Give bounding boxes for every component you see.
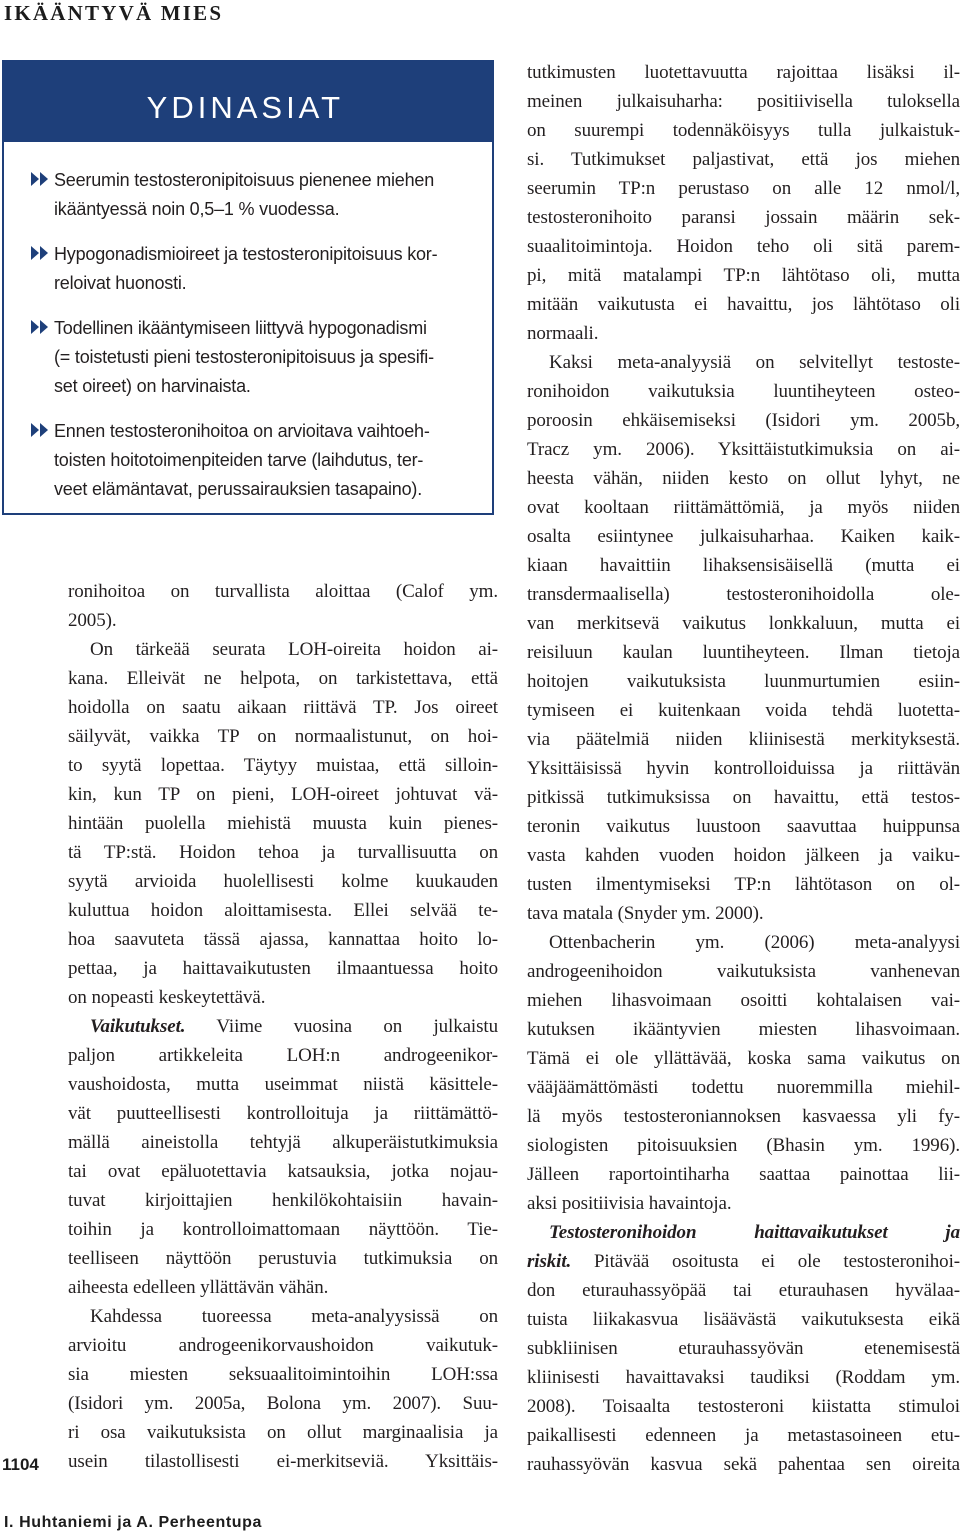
body-text-line: On tärkeää seurata LOH-oireita hoidon ai- [90,639,498,660]
body-text-line: ovat kooltaan riittämättömiä, ja myös niiden [527,497,960,518]
body-text-line: hoa saavuteta tässä ajassa, kannattaa hoito lo- [68,929,498,950]
key-point-text: veet elämäntavat, perussairauksien tasapaino). [54,479,423,499]
body-text-line: syytä arvioida huolellisesti kolme kuukauden [68,871,498,892]
body-text-line [527,1247,960,1276]
key-point-text: set oireet) on harvinaista. [54,376,251,396]
body-text-line: osalta esiintynee julkaisuharhaa. Kaiken kaik- [527,526,960,547]
key-points-box [2,60,494,515]
body-text-line: don eturauhassyöpää tai eturauhasen hyvälaa- [527,1280,960,1301]
body-text-line: subkliinisen eturauhassyövän etenemisestä [527,1338,960,1359]
body-text-line: säilyvät, vaikka TP on normaalistunut, on hoi- [68,726,498,747]
body-text-line: mitään vaikutusta ei havaittu, jos lähtötaso oli [527,294,960,315]
body-text-line: ronihoidon vaikutuksia luuntiheyteen osteo- [527,381,960,402]
key-points-title: YDINASIAT [146,90,344,125]
double-chevron-right-icon [30,170,50,188]
body-text-line: on nopeasti keskeytettävä. [68,987,266,1008]
body-text-line: pitkissä tutkimuksissa on havaittu, että testos- [527,787,960,808]
body-text-line: pettaa, ja haittavaikutusten ilmaantuessa hoito [68,958,498,979]
body-text-line: kutuksen ikääntyvien miesten lihasvoimaan. [527,1019,960,1040]
key-point-text: ikääntyessä noin 0,5–1 % vuodessa. [54,199,340,219]
key-point-item [30,314,480,401]
right-column [527,58,960,1479]
body-text-line: tuista liikakasvua lisäävästä vaikutuksesta eikä [527,1309,960,1330]
body-text-line: kin, kun TP on pieni, LOH-oireet johtuvat vä- [68,784,498,805]
key-point-text: Hypogonadismioireet ja testosteronipitoisuus kor- [54,244,438,264]
body-text-line: paljon artikkeleita LOH:n androgeenikor- [68,1045,498,1066]
body-text-line: seerumin TP:n perustaso on alle 12 nmol/l, [527,178,960,199]
body-text-line: aiheesta edelleen yllättävän vähän. [68,1277,329,1298]
body-text-line: kuluttua hoidon aloittamisesta. Ellei selvää te- [68,900,498,921]
body-text-line: siologisten pitoisuuksien (Bhasin ym. 1996). [527,1135,960,1156]
authors: I. Huhtaniemi ja A. Perheentupa [4,1514,263,1531]
body-text-line: suaalitoimintoja. Hoidon teho oli sitä parem- [527,236,960,257]
body-text-line [68,1012,498,1041]
body-text-line: mällä aineistolla tehtyjä alkuperäistutkimuksia [68,1132,498,1153]
body-text-line: tuvat kirjoittajien henkilökohtaisiin havain- [68,1190,498,1211]
body-text-line: heesta vähän, niiden kesto on ollut lyhyt, ne [527,468,960,489]
body-text-line: rauhassyövän kasvua sekä pahentaa sen oireita [527,1454,960,1475]
key-point-text: (= toistetusti pieni testosteronipitoisuus ja spesifi- [54,347,434,367]
key-point-text: Seerumin testosteronipitoisuus pienenee miehen [54,170,435,190]
running-title: IKÄÄNTYVÄ MIES [4,1,224,25]
body-text-line: usein tilastollisesti ei-merkitseviä. Yksittäis- [68,1451,498,1472]
body-text-line: hoidolla on saatu aikaan riittävä TP. Jos oireet [68,697,498,718]
key-point-item [30,240,480,298]
body-text-line: tai ovat epäluotettavia katsauksia, jotka nojau- [68,1161,498,1182]
key-point-item [30,417,480,504]
key-points-list [30,166,480,520]
left-column [68,577,498,1476]
body-text-line: on suurempi todennäköisyys tulla julkaistuk- [527,120,960,141]
key-point-item [30,166,480,224]
section-heading-risks-cont: riskit. [527,1251,572,1272]
body-text-line: tava matala (Snyder ym. 2000). [527,903,764,924]
body-text-line: toihin ja kontrolloimattomaan näyttöön. Tie- [68,1219,498,1240]
body-text-line: poroosin ehkäisemiseksi (Isidori ym. 2005b, [527,410,960,431]
body-text-line: reisiluun kaulan luuntiheyteen. Ilman tietoja [527,642,960,663]
double-chevron-right-icon [30,318,50,336]
body-text-line: (Isidori ym. 2005a, Bolona ym. 2007). Suu- [68,1393,498,1414]
body-text-line: sia miesten seksuaalitoimintoihin LOH:ssa [68,1364,498,1385]
body-text-line: paikallisesti edenneen ja metastasoineen etu- [527,1425,960,1446]
body-text-line: Tracz ym. 2006). Yksittäistutkimuksia on ai- [527,439,960,460]
body-text-line: Yksittäisissä hyvin kontrolloiduissa ja riittävän [527,758,960,779]
key-point-text: toisten hoitotoimenpiteiden tarve (laihdutus, ter- [54,450,424,470]
body-text-line: normaali. [527,323,599,344]
body-text-line: Kaksi meta-analyysiä on selvitellyt testoste- [549,352,960,373]
body-text-line: Kahdessa tuoreessa meta-analyysissä on [90,1306,498,1327]
body-text-line: kliinisesti havaittavaksi taudiksi (Roddam ym. [527,1367,960,1388]
body-text-line: androgeenihoidon vaikutuksista vanhenevan [527,961,960,982]
key-point-text: Ennen testosteronihoitoa on arvioitava vaihtoeh- [54,421,430,441]
body-text-line: lä myös testosteroniannoksen kasvaessa yli fy- [527,1106,960,1127]
page-number: 1104 [2,1455,39,1474]
body-text-line: vääjäämättömästi todettu nuoremmilla miehil- [527,1077,960,1098]
body-text-line: van merkitsevä vaikutus lonkkaluun, mutta ei [527,613,960,634]
body-text-line: ronihoitoa on turvallista aloittaa (Calof ym. [68,581,498,602]
body-text-line: vasta kahden vuoden hoidon jälkeen ja vaiku- [527,845,960,866]
section-heading-vaikutukset: Vaikutukset. [90,1016,186,1037]
body-text-line: tä TP:stä. Hoidon tehoa ja turvallisuutta on [68,842,498,863]
body-text-line: to syytä lopettaa. Täytyy muistaa, että silloin- [68,755,498,776]
body-text-line: testosteronihoito paransi jossain määrin sek- [527,207,960,228]
body-text-line: Tämä ei ole yllättävää, koska sama vaikutus on [527,1048,960,1069]
body-text-line: kana. Elleivät ne helpota, on tarkistettava, että [68,668,498,689]
body-text: Viime vuosina on julkaistu [216,1016,498,1037]
body-text-line: aksi positiivisia havaintoja. [527,1193,732,1214]
section-heading-risks: Testosteronihoidon haittavaikutukset ja [549,1222,960,1243]
body-text-line: arvioitu androgeenikorvaushoidon vaikutuk- [68,1335,498,1356]
body-text-line: vät puutteellisesti kontrolloituja ja riittämättö- [68,1103,498,1124]
body-text-line: teronin vaikutus luustoon saavuttaa huippunsa [527,816,960,837]
body-text-line: ri osa vaikutuksista on ollut marginaalisia ja [68,1422,498,1443]
body-text-line: hintään puolella miehistä muusta kuin pienes- [68,813,498,834]
body-text-line: via päätelmiä niiden kliinisestä merkityksestä. [527,729,960,750]
body-text-line: teelliseen näyttöön perustuvia tutkimuksia on [68,1248,498,1269]
double-chevron-right-icon [30,244,50,262]
body-text-line: miehen lihasvoimaan osoitti kohtalaisen vai- [527,990,960,1011]
body-text: Pitävää osoitusta ei ole testosteronihoi- [593,1251,960,1272]
body-text-line: hoitojen vaikutuksista luunmurtumien esiin- [527,671,960,692]
key-points-banner [4,62,492,142]
double-chevron-right-icon [30,421,50,439]
body-text-line: si. Tutkimukset paljastivat, että jos miehen [527,149,960,170]
key-point-text: reloivat huonosti. [54,273,187,293]
body-text-line: tusten ilmentymiseksi TP:n lähtötason on ol- [527,874,960,895]
body-text-line: tymiseen ei kuitenkaan voida tehdä luotetta- [527,700,960,721]
body-text-line: meinen julkaisuharha: positiivisella tuloksella [527,91,960,112]
body-text-line: tutkimusten luotettavuutta rajoittaa lisäksi il- [527,62,960,83]
body-text-line: transdermaalisella) testosteronihoidolla ole- [527,584,960,605]
body-text-line: kiaan havaittiin lihaksensisäisellä (mutta ei [527,555,960,576]
body-text-line: vaushoidosta, mutta useimmat niistä käsittele- [68,1074,498,1095]
body-text-line: 2008). Toisaalta testosteroni kiistatta stimuloi [527,1396,960,1417]
body-text-line: Jälleen raportointiharha saattaa painottaa lii- [527,1164,960,1185]
body-text-line: Ottenbacherin ym. (2006) meta-analyysi [549,932,960,953]
body-text-line: pi, mitä matalampi TP:n lähtötaso oli, mutta [527,265,960,286]
body-text-line: 2005). [68,610,117,631]
key-point-text: Todellinen ikääntymiseen liittyvä hypogonadismi [54,318,427,338]
